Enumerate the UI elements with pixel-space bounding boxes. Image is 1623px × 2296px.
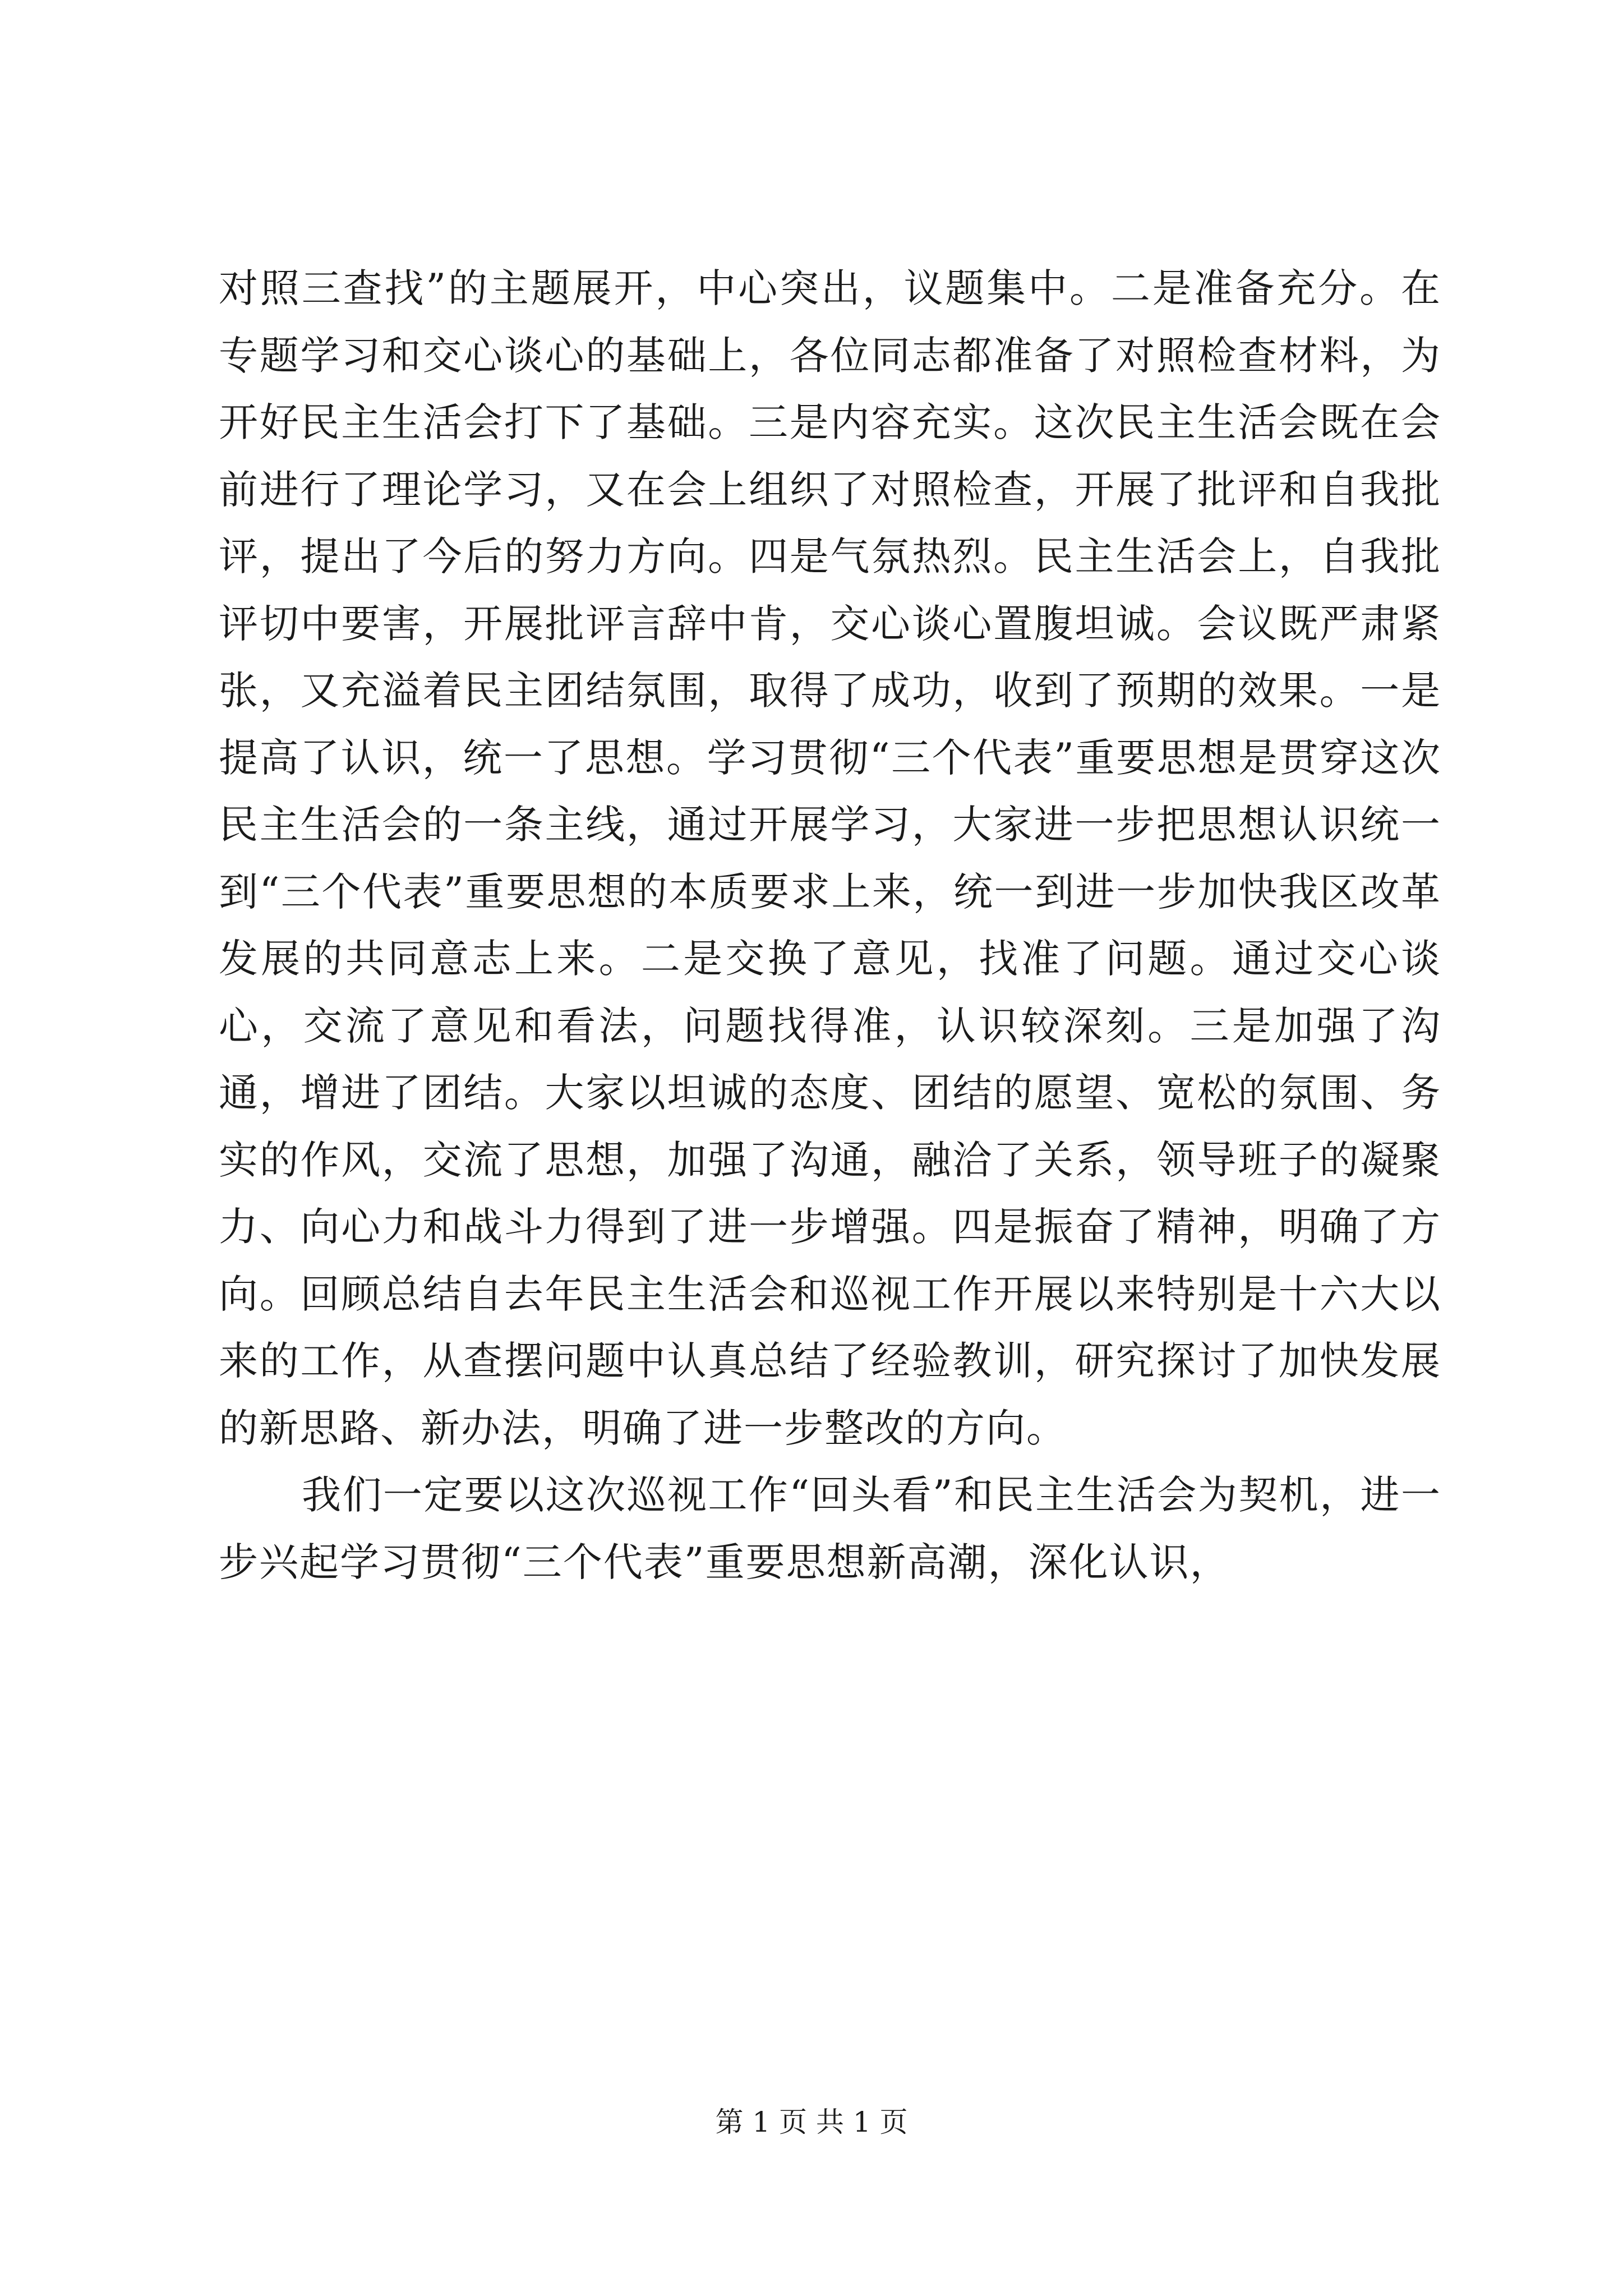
document-body <box>219 255 1441 1596</box>
paragraph: 我们一定要以这次巡视工作“回头看”和民主生活会为契机，进一步兴起学习贯彻“三个代表”重要思想新高潮，深化认识， <box>219 1472 1441 1585</box>
page-footer: 第 1 页 共 1 页 <box>715 2106 908 2138</box>
paragraph-continued: 对照三查找”的主题展开，中心突出，议题集中。二是准备充分。在专题学习和交心谈心的基础上，各位同志都准备了对照检查材料，为开好民主生活会打下了基础。三是内容充实。这次民主生活会既在会前进行了理论学习，又在会上组织了对照检查，开展了批评和自我批评，提出了今后的努力方向。四是气氛热烈。民主生活会上，自我批评切中要害，开展批评言辞中肯，交心谈心置腹坦诚。会议既严肃紧张，又充溢着民主团结氛围，取得了成功，收到了预期的效果。一是提高了认识，统一了思想。学习贯彻“三个代表”重要思想是贯穿这次民主生活会的一条主线，通过开展学习，大家进一步把思想认识统一到“三个代表”重要思想的本质要求上来，统一到进一步加快我区改革发展的共同意志上来。二是交换了意见，找准了问题。通过交心谈心，交流了意见和看法，问题找得准，认识较深刻。三是加强了沟通，增进了团结。大家以坦诚的态度、团结的愿望、宽松的氛围、务实的作风，交流了思想，加强了沟通，融洽了关系，领导班子的凝聚力、向心力和战斗力得到了进一步增强。四是振奋了精神，明确了方向。回顾总结自去年民主生活会和巡视工作开展以来特别是十六大以来的工作，从查摆问题中认真总结了经验教训，研究探讨了加快发展的新思路、新办法，明确了进一步整改的方向。 <box>219 265 1441 1451</box>
